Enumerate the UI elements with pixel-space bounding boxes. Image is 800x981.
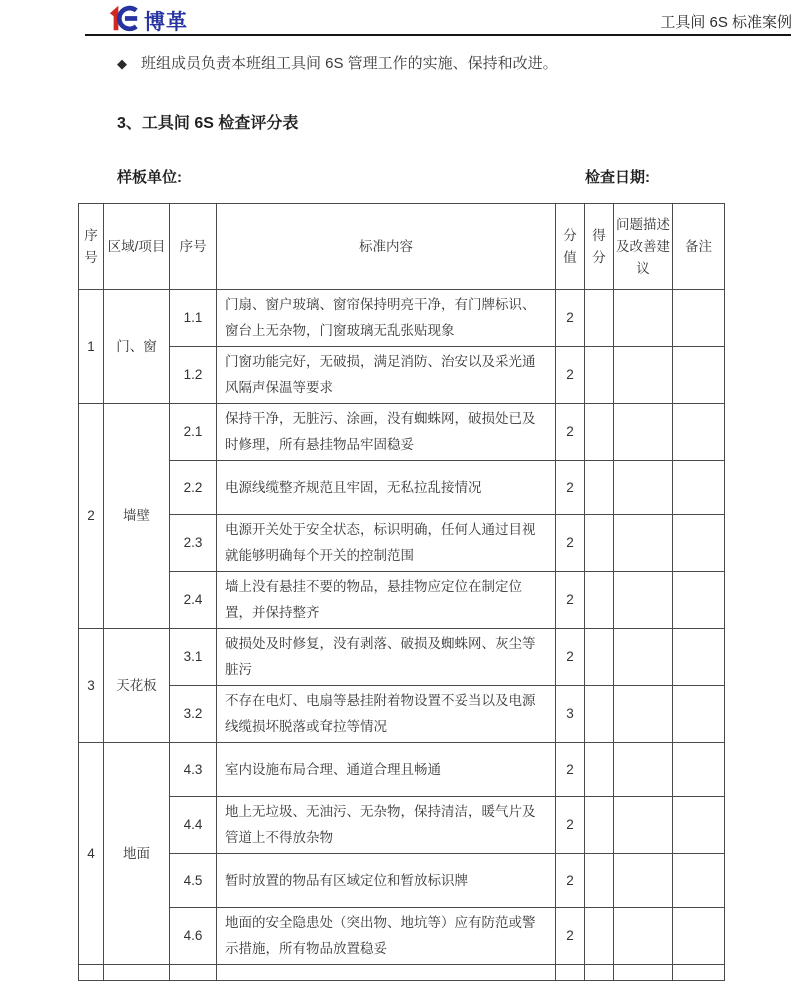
item-no-cell: 2.3 xyxy=(170,515,217,572)
problem-cell xyxy=(614,797,673,854)
score-cell: 3 xyxy=(556,686,585,743)
standard-content-cell: 室内设施布局合理、通道合理且畅通 xyxy=(217,743,556,797)
standard-content-cell: 破损处及时修复，没有剥落、破损及蜘蛛网、灰尘等脏污 xyxy=(217,629,556,686)
note-cell xyxy=(673,572,725,629)
group-area-cell: 墙壁 xyxy=(104,404,170,629)
problem-cell xyxy=(614,629,673,686)
note-cell xyxy=(673,461,725,515)
standard-content-cell: 电源开关处于安全状态，标识明确，任何人通过目视就能够明确每个开关的控制范围 xyxy=(217,515,556,572)
standard-content-cell: 不存在电灯、电扇等悬挂附着物设置不妥当以及电源线缆损坏脱落或耷拉等情况 xyxy=(217,686,556,743)
table-row xyxy=(79,290,725,347)
problem-cell xyxy=(614,347,673,404)
got-score-cell xyxy=(585,572,614,629)
standard-content-cell: 门窗功能完好，无破损，满足消防、治安以及采光通风隔声保温等要求 xyxy=(217,347,556,404)
item-no-cell: 2.4 xyxy=(170,572,217,629)
got-score-cell xyxy=(585,797,614,854)
note-cell xyxy=(673,797,725,854)
problem-cell xyxy=(614,572,673,629)
item-no-cell: 4.3 xyxy=(170,743,217,797)
empty-cell xyxy=(614,965,673,981)
problem-cell xyxy=(614,854,673,908)
group-area-cell: 天花板 xyxy=(104,629,170,743)
document-header-title: 工具间 6S 标准案例 xyxy=(660,14,792,31)
score-cell: 2 xyxy=(556,743,585,797)
standard-content-cell: 地上无垃圾、无油污、无杂物，保持清洁，暖气片及管道上不得放杂物 xyxy=(217,797,556,854)
item-no-cell: 3.1 xyxy=(170,629,217,686)
score-cell: 2 xyxy=(556,404,585,461)
col-item-no: 序号 xyxy=(170,204,217,290)
score-cell: 2 xyxy=(556,629,585,686)
got-score-cell xyxy=(585,743,614,797)
item-no-cell: 4.4 xyxy=(170,797,217,854)
boge-logo-icon xyxy=(108,3,140,38)
standard-content-cell: 电源线缆整齐规范且牢固，无私拉乱接情况 xyxy=(217,461,556,515)
item-no-cell: 2.2 xyxy=(170,461,217,515)
got-score-cell xyxy=(585,290,614,347)
problem-cell xyxy=(614,515,673,572)
logo xyxy=(108,3,188,38)
score-cell: 2 xyxy=(556,572,585,629)
score-cell: 2 xyxy=(556,797,585,854)
note-cell xyxy=(673,515,725,572)
item-no-cell: 4.6 xyxy=(170,908,217,965)
note-cell xyxy=(673,743,725,797)
empty-cell xyxy=(673,965,725,981)
sample-unit-label: 样板单位: xyxy=(117,169,182,186)
score-cell: 2 xyxy=(556,515,585,572)
header-rule xyxy=(85,34,791,36)
problem-cell xyxy=(614,461,673,515)
group-no-cell: 2 xyxy=(79,404,104,629)
score-cell: 2 xyxy=(556,854,585,908)
note-cell xyxy=(673,290,725,347)
item-no-cell: 3.2 xyxy=(170,686,217,743)
col-row-no: 序号 xyxy=(79,204,104,290)
standard-content-cell: 墙上没有悬挂不要的物品，悬挂物应定位在制定位置，并保持整齐 xyxy=(217,572,556,629)
table-row xyxy=(79,686,725,743)
table-continuation-row xyxy=(79,965,725,981)
inspection-score-table xyxy=(78,203,725,981)
note-cell xyxy=(673,404,725,461)
table-row xyxy=(79,404,725,461)
intro-bullet-line xyxy=(117,52,558,73)
empty-cell xyxy=(217,965,556,981)
got-score-cell xyxy=(585,347,614,404)
standard-content-cell: 门扇、窗户玻璃、窗帘保持明亮干净，有门牌标识、窗台上无杂物，门窗玻璃无乱张贴现象 xyxy=(217,290,556,347)
table-row xyxy=(79,629,725,686)
problem-cell xyxy=(614,290,673,347)
score-cell: 2 xyxy=(556,347,585,404)
inspect-date-label: 检查日期: xyxy=(585,169,650,186)
empty-cell xyxy=(104,965,170,981)
table-header-row xyxy=(79,204,725,290)
table-row xyxy=(79,461,725,515)
item-no-cell: 4.5 xyxy=(170,854,217,908)
item-no-cell: 2.1 xyxy=(170,404,217,461)
got-score-cell xyxy=(585,686,614,743)
table-row xyxy=(79,854,725,908)
col-standard-content: 标准内容 xyxy=(217,204,556,290)
problem-cell xyxy=(614,404,673,461)
col-problem: 问题描述及改善建议 xyxy=(614,204,673,290)
empty-cell xyxy=(170,965,217,981)
logo-text: 博革 xyxy=(144,10,188,34)
got-score-cell xyxy=(585,854,614,908)
score-cell: 2 xyxy=(556,461,585,515)
got-score-cell xyxy=(585,515,614,572)
note-cell xyxy=(673,347,725,404)
col-note: 备注 xyxy=(673,204,725,290)
item-no-cell: 1.2 xyxy=(170,347,217,404)
got-score-cell xyxy=(585,629,614,686)
group-no-cell: 4 xyxy=(79,743,104,965)
score-table-body xyxy=(79,204,725,981)
group-area-cell: 地面 xyxy=(104,743,170,965)
table-row xyxy=(79,797,725,854)
score-cell: 2 xyxy=(556,908,585,965)
problem-cell xyxy=(614,743,673,797)
group-area-cell: 门、窗 xyxy=(104,290,170,404)
intro-bullet-text: 班组成员负责本班组工具间 6S 管理工作的实施、保持和改进。 xyxy=(141,55,558,72)
empty-cell xyxy=(79,965,104,981)
col-score: 分值 xyxy=(556,204,585,290)
group-no-cell: 1 xyxy=(79,290,104,404)
table-row xyxy=(79,515,725,572)
note-cell xyxy=(673,908,725,965)
standard-content-cell: 保持干净，无脏污、涂画，没有蜘蛛网，破损处已及时修理，所有悬挂物品牢固稳妥 xyxy=(217,404,556,461)
standard-content-cell: 地面的安全隐患处（突出物、地坑等）应有防范或警示措施，所有物品放置稳妥 xyxy=(217,908,556,965)
empty-cell xyxy=(556,965,585,981)
note-cell xyxy=(673,854,725,908)
standard-content-cell: 暂时放置的物品有区域定位和暂放标识牌 xyxy=(217,854,556,908)
got-score-cell xyxy=(585,404,614,461)
section-title: 3、工具间 6S 检查评分表 xyxy=(117,115,299,132)
table-row xyxy=(79,743,725,797)
diamond-bullet-icon: ◆ xyxy=(117,56,127,71)
table-row xyxy=(79,908,725,965)
score-cell: 2 xyxy=(556,290,585,347)
problem-cell xyxy=(614,686,673,743)
note-cell xyxy=(673,629,725,686)
empty-cell xyxy=(585,965,614,981)
table-row xyxy=(79,347,725,404)
note-cell xyxy=(673,686,725,743)
got-score-cell xyxy=(585,461,614,515)
item-no-cell: 1.1 xyxy=(170,290,217,347)
col-got-score: 得分 xyxy=(585,204,614,290)
problem-cell xyxy=(614,908,673,965)
col-area: 区域/项目 xyxy=(104,204,170,290)
table-row xyxy=(79,572,725,629)
got-score-cell xyxy=(585,908,614,965)
group-no-cell: 3 xyxy=(79,629,104,743)
